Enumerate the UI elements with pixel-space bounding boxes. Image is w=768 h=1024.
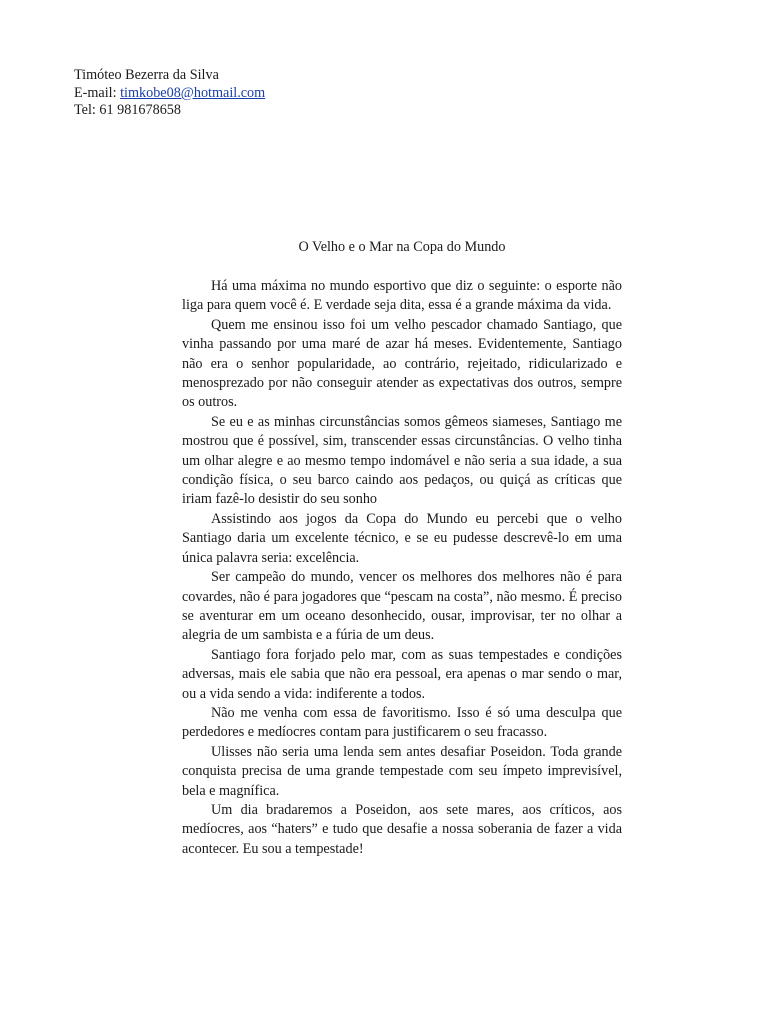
document-body	[182, 277, 622, 859]
document-title: O Velho e o Mar na Copa do Mundo	[298, 239, 506, 255]
paragraph: Ulisses não seria uma lenda sem antes desafiar Poseidon. Toda grande conquista precisa de uma grande tempestade com seu ímpeto imprevisível, bela e magnífica.	[182, 743, 622, 799]
author-phone: Tel: 61 981678658	[74, 102, 181, 119]
paragraph: Um dia bradaremos a Poseidon, aos sete mares, aos críticos, aos medíocres, aos “haters” e tudo que desafie a nossa soberania de fazer a vida acontecer. Eu sou a tempestade!	[182, 801, 622, 857]
author-header	[74, 67, 265, 120]
paragraph: Quem me ensinou isso foi um velho pescador chamado Santiago, que vinha passando por uma maré de azar há meses. Evidentemente, Santiago não era o senhor popularidade, ao contrário, rejeitado, ridicularizado e menosprezado por não conseguir atender as expectativas dos outros, sempre os outros.	[182, 316, 622, 411]
email-link[interactable]: timkobe08@hotmail.com	[120, 84, 266, 101]
paragraph: Se eu e as minhas circunstâncias somos gêmeos siameses, Santiago me mostrou que é possível, sim, transcender essas circunstâncias. O velho tinha um olhar alegre e ao mesmo tempo indomável e não seria a sua idade, a sua condição física, o seu barco caindo aos pedaços, ou quiçá as críticas que iriam fazê-lo desistir do seu sonho	[182, 413, 622, 508]
paragraph: Não me venha com essa de favoritismo. Isso é só uma desculpa que perdedores e medíocres contam para justificarem o seu fracasso.	[182, 704, 622, 741]
paragraph: Há uma máxima no mundo esportivo que diz o seguinte: o esporte não liga para quem você é. E verdade seja dita, essa é a grande máxima da vida.	[182, 278, 622, 314]
paragraph: Ser campeão do mundo, vencer os melhores dos melhores não é para covardes, não é para jogadores que “pescam na costa”, não mesmo. É preciso se aventurar em um oceano desonhecido, ousar, improvisar, ter no olhar a alegria de um sambista e a fúria de um deus.	[182, 569, 622, 644]
email-label: E-mail:	[74, 84, 121, 101]
author-name: Timóteo Bezerra da Silva	[74, 67, 219, 83]
paragraph: Santiago fora forjado pelo mar, com as suas tempestades e condições adversas, mais ele sabia que não era pessoal, era apenas o mar sendo o mar, ou a vida sendo a vida: indiferente a todos.	[182, 646, 622, 702]
paragraph: Assistindo aos jogos da Copa do Mundo eu percebi que o velho Santiago daria um excelente técnico, e se eu pudesse descrevê-lo em uma única palavra seria: excelência.	[182, 510, 622, 566]
author-email-line	[74, 85, 265, 103]
